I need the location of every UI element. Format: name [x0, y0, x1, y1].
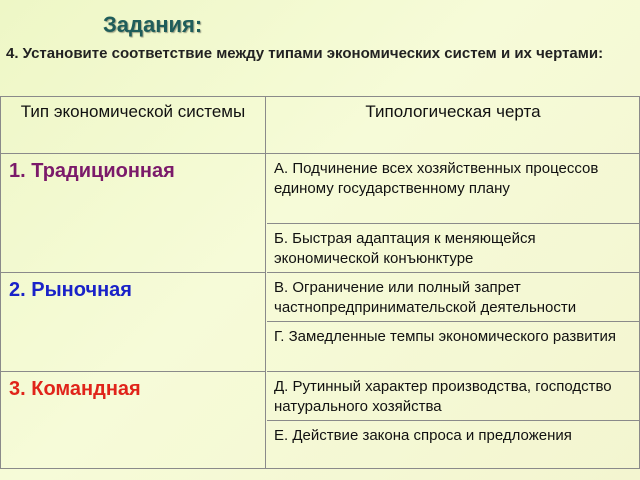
type-command: 3. Командная [1, 372, 266, 468]
matching-table [0, 96, 640, 469]
trait-c: В. Ограничение или полный запрет частнопредпринимательской деятельности [274, 279, 577, 316]
trait-e: Д. Рутинный характер производства, господство натурального хозяйства [274, 378, 612, 415]
type-traditional: 1. Традиционная [1, 154, 266, 272]
trait-d: Г. Замедленные темпы экономического развития [274, 328, 617, 345]
question-text: 4. Установите соответствие между типами экономических систем и их чертами: [6, 45, 604, 62]
type-market: 2. Рыночная [1, 273, 266, 371]
header-trait: Типологическая черта [365, 102, 541, 121]
header-type: Тип экономической системы [1, 97, 266, 153]
heading: Задания: [103, 12, 203, 37]
trait-b: Б. Быстрая адаптация к меняющейся экономической конъюнктуре [274, 230, 536, 267]
trait-f: Е. Действие закона спроса и предложения [274, 427, 572, 444]
trait-a: А. Подчинение всех хозяйственных процессов единому государственному плану [274, 160, 599, 197]
